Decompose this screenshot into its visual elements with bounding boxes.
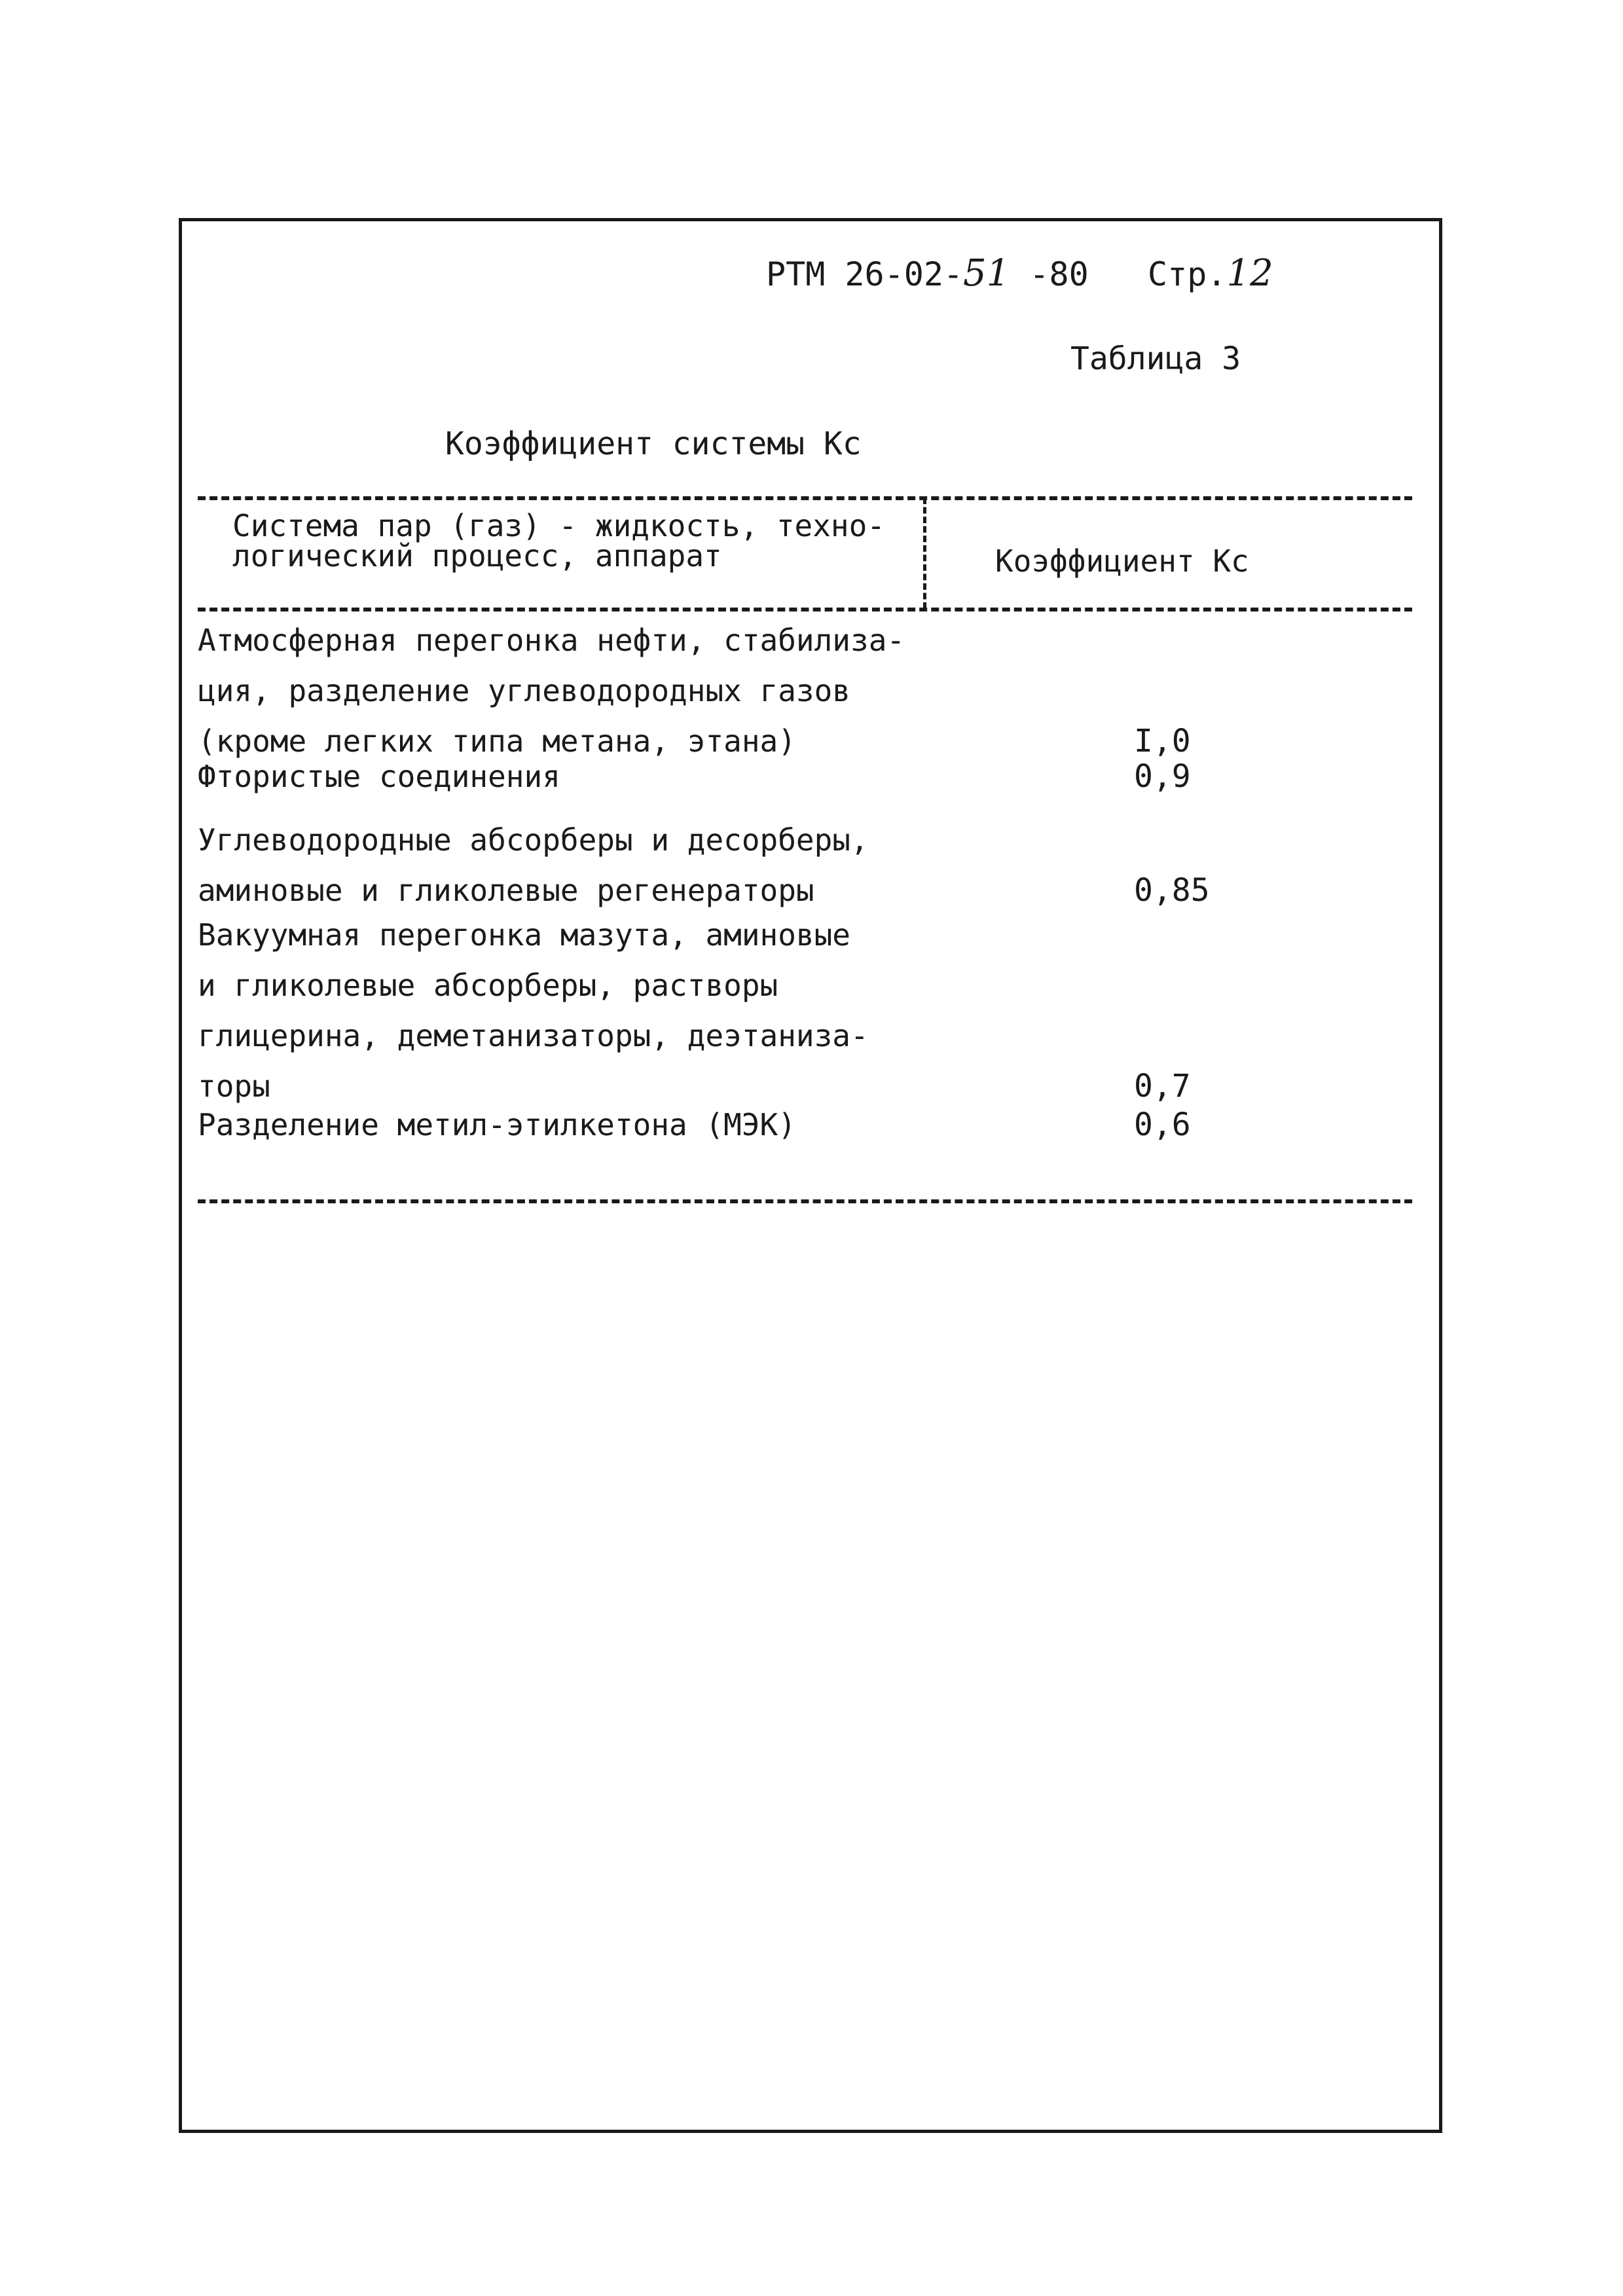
row-system-name: Фтористые соединения [198, 759, 560, 794]
row-coefficient-value: 0,6 [1134, 1106, 1191, 1143]
row-coefficient-value: I,0 [1134, 723, 1191, 759]
document-code [766, 252, 1273, 295]
header-top-rule [198, 496, 1412, 500]
page-number: 12 [1226, 252, 1273, 295]
row-system-name: Углеводородные абсорберы и десорберы, аминовые и гликолевые регенераторы [198, 822, 869, 908]
table-bottom-rule [198, 1199, 1412, 1203]
doc-code-prefix: РТМ 26-02- [766, 255, 964, 293]
page-frame [179, 218, 1442, 2133]
header-bottom-rule [198, 608, 1412, 611]
column-header-coefficient: Коэффициент Кс [995, 543, 1249, 579]
doc-code-suffix: -80 [1029, 255, 1089, 293]
column-header-system: Система пар (газ) - жидкость, техно- логический процесс, аппарат [232, 508, 885, 574]
row-system-name: Вакуумная перегонка мазута, аминовые и гликолевые абсорберы, растворы глицерина, деметанизаторы, деэтаниза- торы [198, 917, 869, 1104]
row-coefficient-value: 0,7 [1134, 1068, 1191, 1104]
table-title: Коэффициент системы Кс [445, 426, 862, 462]
row-system-name: Разделение метил-этилкетона (МЭК) [198, 1107, 796, 1142]
table-label: Таблица 3 [1070, 340, 1241, 377]
page-label: Стр. [1148, 255, 1227, 293]
doc-code-number: 51 [963, 252, 1010, 295]
row-system-name: Атмосферная перегонка нефти, стабилиза- ция, разделение углеводородных газов (кроме легких типа метана, этана) [198, 623, 905, 759]
row-coefficient-value: 0,85 [1134, 872, 1210, 909]
header-column-divider [923, 498, 926, 609]
row-coefficient-value: 0,9 [1134, 758, 1191, 795]
